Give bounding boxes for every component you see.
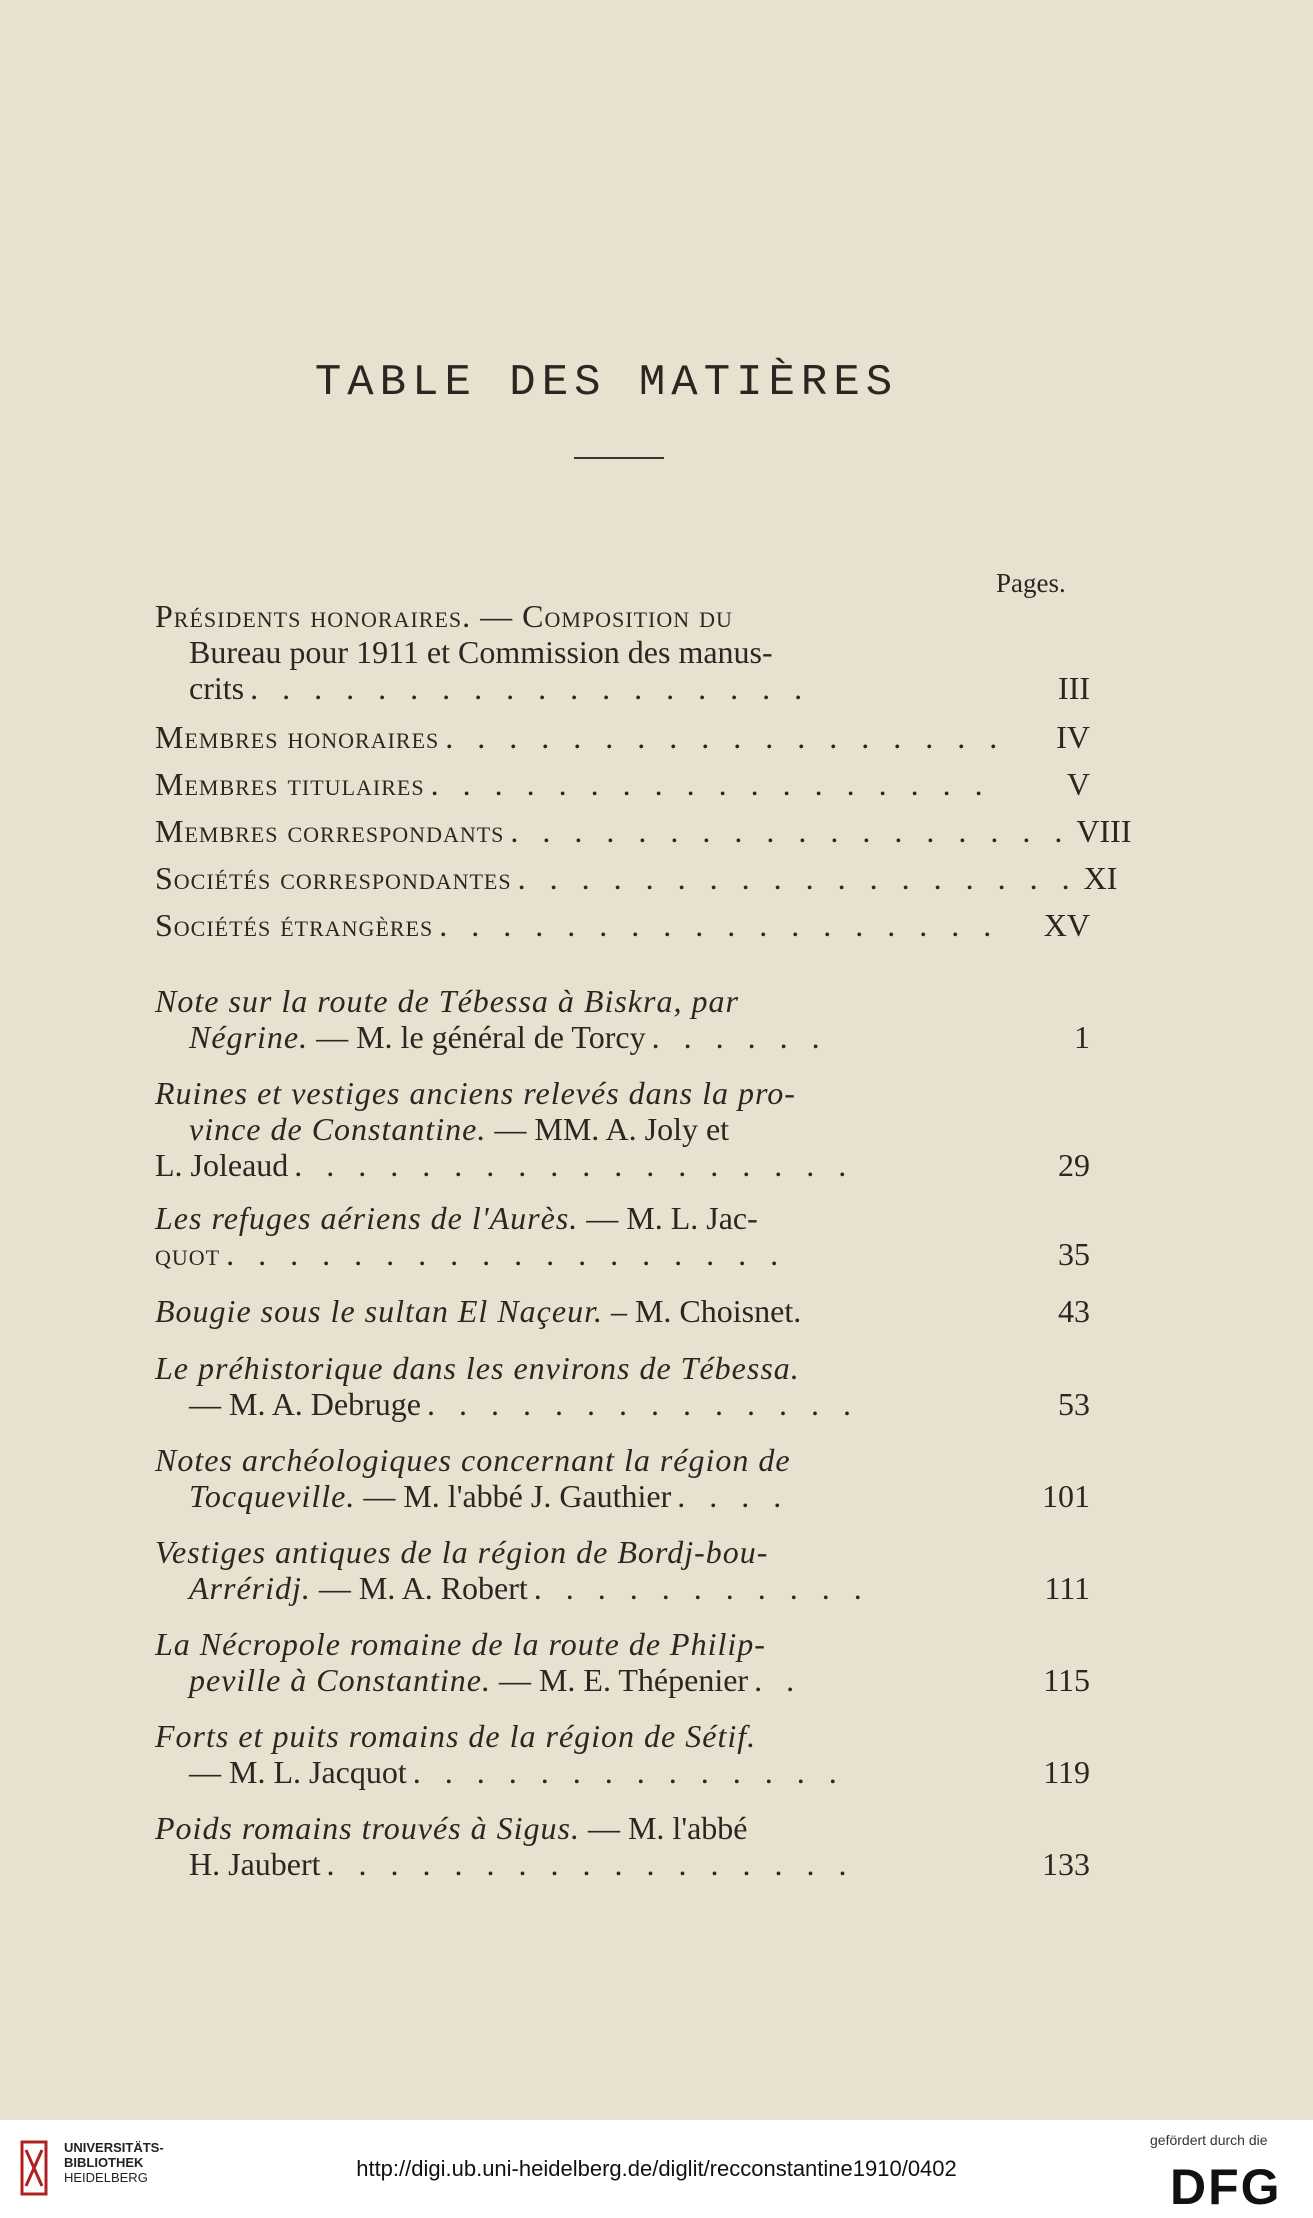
article-title: Négrine. [189,1019,309,1055]
article-title: La Nécropole romaine de la route de Philip- [155,1626,766,1662]
page-number: VIII [1076,813,1132,849]
article-title: Tocqueville. [189,1478,356,1514]
entry-line: Bureau pour 1911 et Commission des manus- [189,634,773,670]
page-number: III [1058,670,1090,706]
toc-article: La Nécropole romaine de la route de Philip- peville à Constantine. — M. E. Thépenier . . 115 [155,1626,1090,1698]
toc-article: Note sur la route de Tébessa à Biskra, par Négrine. — M. le général de Torcy . . . . . . 1 [155,983,1090,1055]
article-author: — MM. A. Joly et [494,1111,730,1147]
article-title: Poids romains trouvés à Sigus. [155,1810,580,1846]
page-number: 133 [1042,1846,1090,1882]
library-name-line: UNIVERSITÄTS- [64,2140,164,2155]
article-author: H. Jaubert [189,1846,321,1882]
page-number: 1 [1074,1019,1090,1055]
article-title: peville à Constantine. [189,1662,491,1698]
library-name-line: BIBLIOTHEK [64,2155,144,2170]
page-number: 43 [1058,1293,1090,1329]
article-title: Note sur la route de Tébessa à Biskra, par [155,983,739,1019]
article-title: Bougie sous le sultan El Naçeur. [155,1293,603,1329]
entry-line: Membres correspondants [155,813,505,849]
article-title: Vestiges antiques de la région de Bordj-bou- [155,1534,769,1570]
page-number: V [1066,766,1090,802]
article-author: — M. L. Jac- [586,1200,758,1236]
toc-entry-presidents: Présidents honoraires. — Composition du Bureau pour 1911 et Commission des manus- crits . . . . . . . . . . . . . . . . . . III [155,598,1090,706]
entry-line: Sociétés correspondantes [155,860,512,896]
article-author: — M. L. Jacquot [189,1754,407,1790]
article-author: — M. l'abbé [587,1810,748,1846]
toc-article: Poids romains trouvés à Sigus. — M. l'abbé H. Jaubert . . . . . . . . . . . . . . . . . 133 [155,1810,1090,1882]
article-author: quot [155,1236,221,1272]
article-author: – M. Choisnet. [610,1293,802,1329]
toc-entry-membres-honoraires: Membres honoraires . . . . . . . . . . . . . . . . . . IV [155,719,1090,755]
funding-note: gefördert durch die [1150,2132,1268,2148]
page-number: 35 [1058,1236,1090,1272]
article-author: — M. le général de Torcy [316,1019,646,1055]
page-number: 101 [1042,1478,1090,1514]
article-title: Le préhistorique dans les environs de Tébessa. [155,1350,800,1386]
toc-entry-membres-titulaires: Membres titulaires . . . . . . . . . . . . . . . . . . V [155,766,1090,802]
toc-article: Les refuges aériens de l'Aurès. — M. L. Jac- quot . . . . . . . . . . . . . . . . . . 35 [155,1200,1090,1272]
page-number: XV [1043,907,1090,943]
entry-line: Présidents honoraires. — Composition du [155,598,733,634]
article-title: vince de Constantine. [189,1111,487,1147]
article-author: L. Joleaud [155,1147,289,1183]
entry-line: Membres honoraires [155,719,440,755]
page-number: 29 [1058,1147,1090,1183]
article-author: — M. A. Robert [318,1570,528,1606]
toc-article: Ruines et vestiges anciens relevés dans la pro- vince de Constantine. — MM. A. Joly et L. Joleaud . . . . . . . . . . . . . . . . . . 29 [155,1075,1090,1183]
page-number: 53 [1058,1386,1090,1422]
library-name-line: HEIDELBERG [64,2170,148,2185]
pages-column-header: Pages. [996,568,1066,598]
toc-article: Vestiges antiques de la région de Bordj-bou- Arréridj. — M. A. Robert . . . . . . . . . . . 111 [155,1534,1090,1606]
toc-entry-societes-correspondantes: Sociétés correspondantes . . . . . . . . . . . . . . . . . . XI [155,860,1118,896]
title-rule [574,457,664,459]
entry-line: crits [189,670,245,706]
article-title: Forts et puits romains de la région de Sétif. [155,1718,757,1754]
toc-entry-membres-correspondants: Membres correspondants . . . . . . . . . . . . . . . . . . VIII [155,813,1132,849]
toc-article: Le préhistorique dans les environs de Tébessa. — M. A. Debruge . . . . . . . . . . . . . . 53 [155,1350,1090,1422]
article-author: — M. E. Thépenier [498,1662,749,1698]
page-number: 115 [1043,1662,1090,1698]
article-title: Les refuges aériens de l'Aurès. [155,1200,579,1236]
page-number: XI [1083,860,1118,896]
article-author: — M. A. Debruge [189,1386,421,1422]
dfg-logo: DFG [1170,2159,1282,2215]
article-title: Ruines et vestiges anciens relevés dans la pro- [155,1075,796,1111]
toc-entry-societes-etrangeres: Sociétés étrangères . . . . . . . . . . . . . . . . . . XV [155,907,1090,943]
permalink-url[interactable]: http://digi.ub.uni-heidelberg.de/diglit/recconstantine1910/0402 [356,2156,957,2181]
page-number: 119 [1043,1754,1090,1790]
article-title: Arréridj. [189,1570,311,1606]
page-number: 111 [1044,1570,1090,1606]
entry-line: Membres titulaires [155,766,425,802]
toc-article: Forts et puits romains de la région de Sétif. — M. L. Jacquot . . . . . . . . . . . . . . 119 [155,1718,1090,1790]
page-title: TABLE DES MATIÈRES [314,358,899,408]
page-number: IV [1056,719,1090,755]
toc-article [155,1293,1090,1329]
article-author: — M. l'abbé J. Gauthier [363,1478,672,1514]
toc-article: Notes archéologiques concernant la région de Tocqueville. — M. l'abbé J. Gauthier . . . . 101 [155,1442,1090,1514]
article-title: Notes archéologiques concernant la région de [155,1442,791,1478]
entry-line: Sociétés étrangères [155,907,434,943]
